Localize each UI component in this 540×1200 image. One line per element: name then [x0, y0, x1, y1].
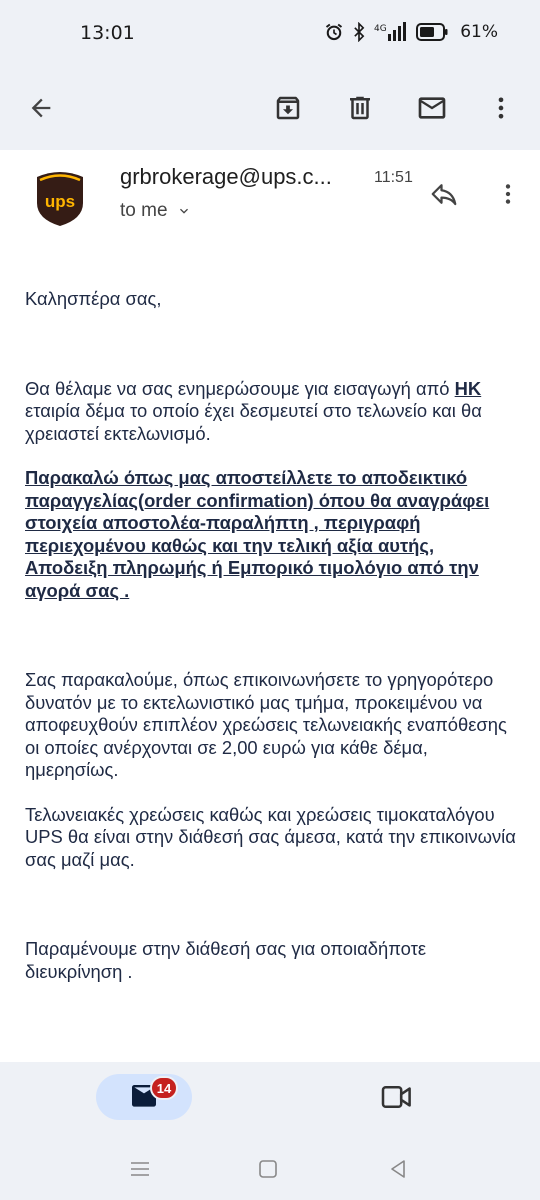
- svg-text:ups: ups: [44, 192, 76, 211]
- chevron-down-icon: [176, 203, 192, 219]
- meet-tab[interactable]: [372, 1074, 422, 1120]
- bottom-navigation: [0, 1062, 540, 1138]
- paragraph-4: Τελωνειακές χρεώσεις καθώς και χρεώσεις τιμοκαταλόγου UPS θα είναι στην διάθεσή σας άμεσα, κατά την επικοινωνία σας μαζί μας.: [25, 803, 516, 870]
- more-vert-icon[interactable]: [477, 84, 525, 132]
- email-more-icon[interactable]: [486, 172, 530, 216]
- email-body: [25, 288, 520, 983]
- back-triangle-icon[interactable]: [378, 1152, 418, 1186]
- status-time: 13:01: [80, 22, 135, 44]
- recipient-details-toggle[interactable]: [120, 200, 192, 222]
- paragraph-5: Παραμένουμε στην διάθεσή σας για οποιαδήποτε διευκρίνηση .: [25, 938, 427, 982]
- battery-icon: [416, 23, 448, 41]
- status-icons: [324, 22, 498, 42]
- ups-logo-icon: [35, 169, 85, 227]
- alarm-icon: [324, 22, 344, 42]
- archive-icon[interactable]: [264, 84, 312, 132]
- paragraph-3: Σας παρακαλούμε, όπως επικοινωνήσετε το γρηγορότερο δυνατόν με το εκτελωνιστικό μας τμήμα, προκειμένου να αποφευχθούν επιπλέον χρεώσεις τελωνειακής εναπόθεσης οι οποίες ανέρχονται σε 2,00 ευρώ για κάθε δέμα, ημερησίως.: [25, 669, 507, 780]
- greeting: Καλησπέρα σας,: [25, 288, 162, 309]
- signal-icon: [374, 22, 408, 42]
- mark-unread-icon[interactable]: [408, 84, 456, 132]
- system-navigation-bar: [0, 1138, 540, 1200]
- sender-avatar[interactable]: [32, 170, 88, 226]
- svg-text:4G: 4G: [374, 24, 387, 34]
- paragraph-1: Θα θέλαμε να σας ενημερώσουμε για εισαγωγή από HK εταιρία δέμα το οποίο έχει δεσμευτεί στο τελωνείο και θα χρειαστεί εκτελωνισμό.: [25, 377, 482, 444]
- battery-percent: 61%: [460, 22, 498, 42]
- request-documents-paragraph[interactable]: Παρακαλώ όπως μας αποστείλλετε το αποδεικτικό παραγγελίας(order confirmation) όπου θα αναγράφει στοιχεία αποστολέα-παραλήπτη , περιγραφή περιεχομένου καθώς και την τελική αξία αυτής, Αποδειξη πληρωμής ή Εμπορικό τιμολόγιο από την αγορά σας .: [25, 467, 490, 601]
- recipient-label: to me: [120, 200, 168, 221]
- hk-link[interactable]: HK: [454, 377, 482, 399]
- reply-icon[interactable]: [422, 172, 466, 216]
- sender-address: grbrokerage@ups.c...: [120, 164, 332, 189]
- meet-video-icon: [380, 1083, 414, 1111]
- back-arrow-icon[interactable]: [17, 84, 65, 132]
- app-toolbar: [0, 68, 540, 150]
- home-square-icon[interactable]: [248, 1152, 288, 1186]
- recents-menu-icon[interactable]: [120, 1152, 160, 1186]
- delete-icon[interactable]: [336, 84, 384, 132]
- email-time: 11:51: [374, 169, 413, 186]
- mail-tab[interactable]: [96, 1074, 192, 1120]
- bluetooth-icon: [352, 22, 366, 42]
- status-bar: [0, 0, 540, 68]
- email-header: [0, 150, 540, 250]
- unread-count-badge: 14: [150, 1076, 178, 1100]
